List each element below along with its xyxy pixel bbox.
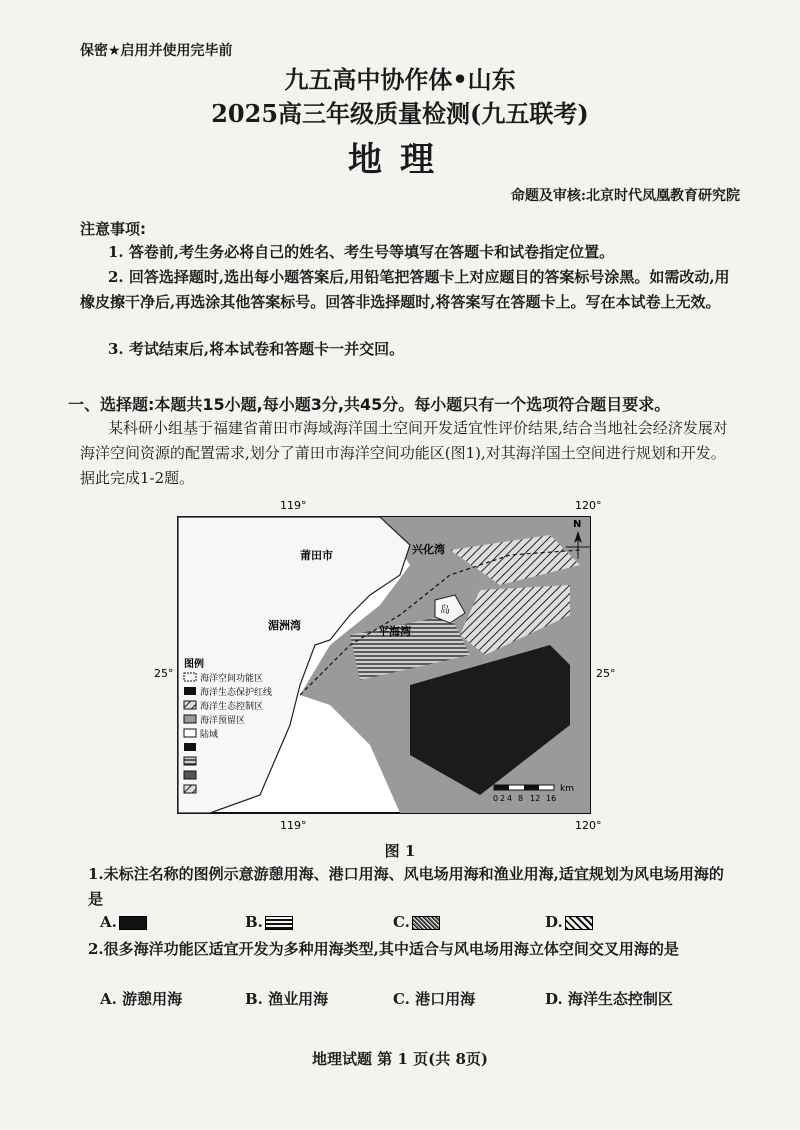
legend-swatch-a [184, 743, 196, 751]
question-1-stem: 1.未标注名称的图例示意游憩用海、港口用海、风电场用海和渔业用海,适宜规划为风电场用海的是 [88, 865, 724, 908]
legend-swatch-c [184, 771, 196, 779]
legend-item-redline: 海洋生态保护红线 [200, 688, 273, 698]
subject-title: 地理 [348, 140, 452, 180]
lon-label-bottom-right: 120° [575, 819, 602, 832]
legend-item-land: 陆域 [200, 730, 219, 740]
q1-option-a-swatch [119, 916, 147, 930]
place-pinghai-bay: 平海湾 [378, 625, 411, 638]
author-line: 命题及审核:北京时代凤凰教育研究院 [510, 188, 740, 204]
q1-option-a[interactable] [100, 913, 147, 931]
lon-label-bottom-left: 119° [280, 819, 307, 832]
figure-1-map [150, 495, 620, 835]
figure-caption: 图 1 [384, 842, 416, 860]
notice-item-3: 3. 考试结束后,将本试卷和答题卡一并交回。 [108, 340, 405, 358]
title-line-2: 2025高三年级质量检测(九五联考) [211, 99, 589, 128]
title-line-1: 九五高中协作体•山东 [284, 65, 516, 94]
q1-option-c-label: C. [393, 913, 410, 931]
place-putian: 莆田市 [300, 549, 333, 562]
legend-item-functional-zone: 海洋空间功能区 [200, 674, 264, 684]
lat-label-right: 25° [596, 667, 616, 680]
lon-label-top-right: 120° [575, 499, 602, 512]
place-meizhou-bay: 湄洲湾 [268, 619, 301, 632]
q1-option-b-swatch [265, 916, 293, 930]
scale-tick-16: 16 [546, 794, 557, 803]
q1-option-b-label: B. [245, 913, 263, 931]
q1-option-c-swatch [412, 916, 440, 930]
scale-tick-0: 0 [493, 794, 499, 803]
place-xinghua-bay: 兴化湾 [412, 543, 445, 556]
q1-option-d[interactable] [545, 913, 593, 931]
q1-option-b[interactable] [245, 913, 293, 931]
q2-option-c[interactable]: C. 港口用海 [393, 990, 476, 1008]
q2-option-d[interactable]: D. 海洋生态控制区 [545, 990, 673, 1008]
notice-item-2: 2. 回答选择题时,选出每小题答案后,用铅笔把答题卡上对应题目的答案标号涂黑。如需改动,用橡皮擦干净后,再选涂其他答案标号。回答非选择题时,将答案写在答题卡上。写在本试卷上无效。 [80, 268, 730, 311]
scale-tick-4: 4 [507, 794, 513, 803]
lon-label-top-left: 119° [280, 499, 307, 512]
q1-option-c[interactable] [393, 913, 440, 931]
q1-option-a-label: A. [100, 913, 117, 931]
legend-swatch-b [184, 757, 196, 765]
lat-label-left: 25° [154, 667, 174, 680]
notice-heading: 注意事项: [80, 220, 146, 238]
scale-tick-2: 2 [500, 794, 506, 803]
section-intro: 某科研小组基于福建省莆田市海域海洋国土空间开发适宜性评价结果,结合当地社会经济发展对海洋空间资源的配置需求,划分了莆田市海洋空间功能区(图1),对其海洋国土空间进行规划和开发。据此完成1-2题。 [80, 419, 728, 487]
page-footer: 地理试题 第 1 页(共 8页) [312, 1050, 488, 1068]
legend-title: 图例 [184, 659, 204, 670]
q2-option-b[interactable]: B. 渔业用海 [245, 990, 329, 1008]
question-2-stem: 2.很多海洋功能区适宜开发为多种用海类型,其中适合与风电场用海立体空间交叉用海的是 [88, 940, 679, 958]
scale-tick-12: 12 [530, 794, 541, 803]
secrecy-label: 保密★启用并使用完毕前 [80, 43, 233, 59]
section-heading: 一、选择题:本题共15小题,每小题3分,共45分。每小题只有一个选项符合题目要求。 [68, 395, 671, 414]
q1-option-d-label: D. [545, 913, 563, 931]
q2-option-a[interactable]: A. 游憩用海 [100, 990, 183, 1008]
legend-item-reserve: 海洋预留区 [200, 716, 246, 726]
scale-tick-8: 8 [518, 794, 524, 803]
north-label: N [573, 519, 582, 530]
q1-option-d-swatch [565, 916, 593, 930]
place-island: 岛 [440, 605, 450, 616]
legend-swatch-d [184, 785, 196, 793]
legend-item-eco-control: 海洋生态控制区 [200, 702, 264, 712]
notice-item-1: 1. 答卷前,考生务必将自己的姓名、考生号等填写在答题卡和试卷指定位置。 [108, 243, 615, 261]
scale-unit: km [560, 784, 574, 794]
